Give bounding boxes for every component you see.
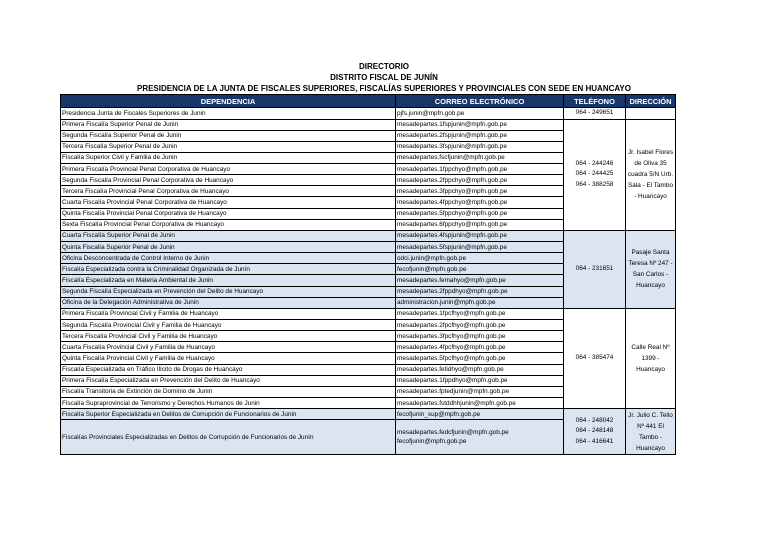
email-cell[interactable]: mesadepartes.femahyo@mpfn.gob.pe bbox=[396, 275, 564, 286]
dependencia-cell: Quinta Fiscalía Provincial Civil y Familia de Huancayo bbox=[61, 353, 396, 364]
direccion-cell bbox=[626, 108, 676, 120]
telefono-value: 064 - 244246 bbox=[575, 159, 614, 167]
email-cell[interactable]: mesadepartes.5fspjunin@mpfn.gob.pe bbox=[396, 242, 564, 253]
email-cell[interactable]: mesadepartes.fstddhhjunin@mpfn.gob.pe bbox=[396, 398, 564, 409]
table-row bbox=[61, 308, 676, 319]
email-cell[interactable]: mesadepartes.fptedjunin@mpfn.gob.pe bbox=[396, 386, 564, 397]
email-cell[interactable]: odci.junin@mpfn.gob.pe bbox=[396, 253, 564, 264]
dependencia-cell: Fiscalía Especializada contra la Criminalidad Organizada de Junín bbox=[61, 264, 396, 275]
telefono-value: 064 - 244425 bbox=[575, 170, 614, 178]
telefono-cell bbox=[564, 409, 626, 455]
email-cell[interactable]: mesadepartes.4fpcfhyo@mpfn.gob.pe bbox=[396, 342, 564, 353]
column-header-dependencia: DEPENDENCIA bbox=[61, 95, 396, 108]
telefono-value: 064 - 385474 bbox=[575, 354, 614, 362]
telefono-cell bbox=[564, 230, 626, 308]
direccion-cell: Jr. Julio C. Tello Nº 441 El Tambo - Huancayo bbox=[626, 409, 676, 455]
email-link[interactable]: fecofjunin@mpfn.gob.pe bbox=[397, 438, 467, 446]
telefono-value: 064 - 248042 bbox=[575, 416, 614, 424]
email-cell[interactable]: fecofjunin@mpfn.gob.pe bbox=[396, 264, 564, 275]
email-cell[interactable]: mesadepartes.5fpcfhyo@mpfn.gob.pe bbox=[396, 353, 564, 364]
email-cell[interactable]: mesadepartes.3fspjunin@mpfn.gob.pe bbox=[396, 141, 564, 152]
dependencia-cell: Primera Fiscalía Provincial Civil y Familia de Huancayo bbox=[61, 308, 396, 319]
document-title: DIRECTORIO bbox=[358, 62, 410, 71]
dependencia-cell: Fiscalía Superior Civil y Familia de Junin bbox=[61, 152, 396, 163]
telefono-value: 064 - 388258 bbox=[575, 180, 614, 188]
email-cell[interactable]: administracion.junin@mpfn.gob.pe bbox=[396, 297, 564, 308]
email-cell[interactable]: mesadepartes.3fppchyo@mpfn.gob.pe bbox=[396, 186, 564, 197]
telefono-value: 064 - 231651 bbox=[575, 265, 614, 273]
email-cell[interactable]: mesadepartes.fetidhyo@mpfn.gob.pe bbox=[396, 364, 564, 375]
email-cell[interactable] bbox=[396, 420, 564, 455]
email-cell[interactable]: mesadepartes.fscfjunin@mpfn.gob.pe bbox=[396, 152, 564, 163]
dependencia-cell: Fiscalía Supraprovincial de Terrorismo y Derechos Humanos de Junin bbox=[61, 398, 396, 409]
table-header-row bbox=[61, 95, 676, 108]
document-header bbox=[0, 61, 768, 94]
dependencia-cell: Fiscalía Transitoria de Extinción de Dominio de Junin bbox=[61, 386, 396, 397]
dependencia-cell: Primera Fiscalía Especializada en Prevención del Delito de Huancayo bbox=[61, 375, 396, 386]
email-cell[interactable]: mesadepartes.5fppchyo@mpfn.gob.pe bbox=[396, 208, 564, 219]
email-cell[interactable]: pjfs.junin@mpfn.gob.pe bbox=[396, 108, 564, 120]
dependencia-cell: Quinta Fiscalía Provincial Penal Corporativa de Huancayo bbox=[61, 208, 396, 219]
document-subtitle: DISTRITO FISCAL DE JUNÍN bbox=[330, 73, 438, 82]
dependencia-cell: Fiscalía Especializada en Tráfico Ilícito de Drogas de Huancayo bbox=[61, 364, 396, 375]
dependencia-cell: Sexta Fiscalía Provincial Penal Corporativa de Huancayo bbox=[61, 219, 396, 230]
email-cell[interactable]: mesadepartes.1fppdhyo@mpfn.gob.pe bbox=[396, 375, 564, 386]
dependencia-cell: Presidencia Junta de Fiscales Superiores de Junin bbox=[61, 108, 396, 120]
dependencia-cell: Cuarta Fiscalía Provincial Civil y Familia de Huancayo bbox=[61, 342, 396, 353]
column-header-direccion: DIRECCIÓN bbox=[626, 95, 676, 108]
telefono-cell bbox=[564, 308, 626, 408]
telefono-value: 064 - 416641 bbox=[575, 437, 614, 445]
dependencia-cell: Segunda Fiscalía Superior Penal de Junin bbox=[61, 130, 396, 141]
dependencia-cell: Cuarta Fiscalía Provincial Penal Corporativa de Huancayo bbox=[61, 197, 396, 208]
table-row bbox=[61, 409, 676, 420]
email-cell[interactable]: mesadepartes.1fpcfhyo@mpfn.gob.pe bbox=[396, 308, 564, 319]
email-cell[interactable]: mesadepartes.6fppchyo@mpfn.gob.pe bbox=[396, 219, 564, 230]
table-body bbox=[61, 108, 676, 455]
dependencia-cell: Fiscalía Superior Especializada en Delitos de Corrupción de Funcionarios de Junin bbox=[61, 409, 396, 420]
email-cell[interactable]: mesadepartes.4fppchyo@mpfn.gob.pe bbox=[396, 197, 564, 208]
email-cell[interactable]: mesadepartes.2fspjunin@mpfn.gob.pe bbox=[396, 130, 564, 141]
email-cell[interactable]: mesadepartes.2fppchyo@mpfn.gob.pe bbox=[396, 175, 564, 186]
dependencia-cell: Fiscalías Provinciales Especializadas en Delitos de Corrupción de Funcionarios de Junín bbox=[61, 420, 396, 455]
dependencia-cell: Fiscalía Especializada en Materia Ambiental de Junin bbox=[61, 275, 396, 286]
dependencia-cell: Tercera Fiscalía Provincial Penal Corporativa de Huancayo bbox=[61, 186, 396, 197]
dependencia-cell: Segunda Fiscalía Especializada en Prevención del Delito de Huancayo bbox=[61, 286, 396, 297]
dependencia-cell: Quinta Fiscalía Superior Penal de Junin bbox=[61, 242, 396, 253]
email-cell[interactable]: mesadepartes.3fpcfhyo@mpfn.gob.pe bbox=[396, 331, 564, 342]
email-cell[interactable]: mesadepartes.2fpcfhyo@mpfn.gob.pe bbox=[396, 320, 564, 331]
table-row bbox=[61, 230, 676, 241]
dependencia-cell: Tercera Fiscalía Provincial Civil y Familia de Huancayo bbox=[61, 331, 396, 342]
column-header-correo: CORREO ELECTRÓNICO bbox=[396, 95, 564, 108]
dependencia-cell: Primera Fiscalía Superior Penal de Junin bbox=[61, 119, 396, 130]
direccion-cell: Jr. Isabel Flores de Oliva 35 cuadra 5/N Urb. Sala - El Tambo - Huancayo bbox=[626, 119, 676, 230]
direccion-cell: Calle Real Nº 1399 - Huancayo bbox=[626, 308, 676, 408]
document-heading: PRESIDENCIA DE LA JUNTA DE FISCALES SUPERIORES, FISCALÍAS SUPERIORES Y PROVINCIALES CON SEDE EN HUANCAYO bbox=[136, 84, 631, 93]
table-row bbox=[61, 119, 676, 130]
telefono-cell bbox=[564, 108, 626, 120]
direccion-cell: Pasaje Santa Teresa Nº 247 - San Carlos - Huancayo bbox=[626, 230, 676, 308]
telefono-value: 064 - 248148 bbox=[575, 427, 614, 435]
dependencia-cell: Primera Fiscalía Provincial Penal Corporativa de Huancayo bbox=[61, 164, 396, 175]
directory-table bbox=[60, 94, 676, 455]
dependencia-cell: Oficina Desconcentrada de Control Interno de Junin bbox=[61, 253, 396, 264]
email-link[interactable]: mesadepartes.fedcfjunin@mpfn.gob.pe bbox=[397, 429, 509, 437]
dependencia-cell: Segunda Fiscalía Provincial Civil y Familia de Huancayo bbox=[61, 320, 396, 331]
email-cell[interactable]: mesadepartes.1fppchyo@mpfn.gob.pe bbox=[396, 164, 564, 175]
dependencia-cell: Tercera Fiscalía Superior Penal de Junin bbox=[61, 141, 396, 152]
telefono-cell bbox=[564, 119, 626, 230]
dependencia-cell: Cuarta Fiscalía Superior Penal de Junin bbox=[61, 230, 396, 241]
table-row bbox=[61, 108, 676, 120]
column-header-telefono: TELÉFONO bbox=[564, 95, 626, 108]
email-cell[interactable]: mesadepartes.1fspjunin@mpfn.gob.pe bbox=[396, 119, 564, 130]
email-cell[interactable]: mesadepartes.4fspjunin@mpfn.gob.pe bbox=[396, 230, 564, 241]
email-cell[interactable]: mesadepartes.2fppdhyo@mpfn.gob.pe bbox=[396, 286, 564, 297]
dependencia-cell: Oficina de la Delegación Administrativa de Junin bbox=[61, 297, 396, 308]
telefono-value: 064 - 249651 bbox=[575, 109, 614, 116]
dependencia-cell: Segunda Fiscalía Provincial Penal Corporativa de Huancayo bbox=[61, 175, 396, 186]
email-cell[interactable]: fecofjunin_sup@mpfn.gob.pe bbox=[396, 409, 564, 420]
